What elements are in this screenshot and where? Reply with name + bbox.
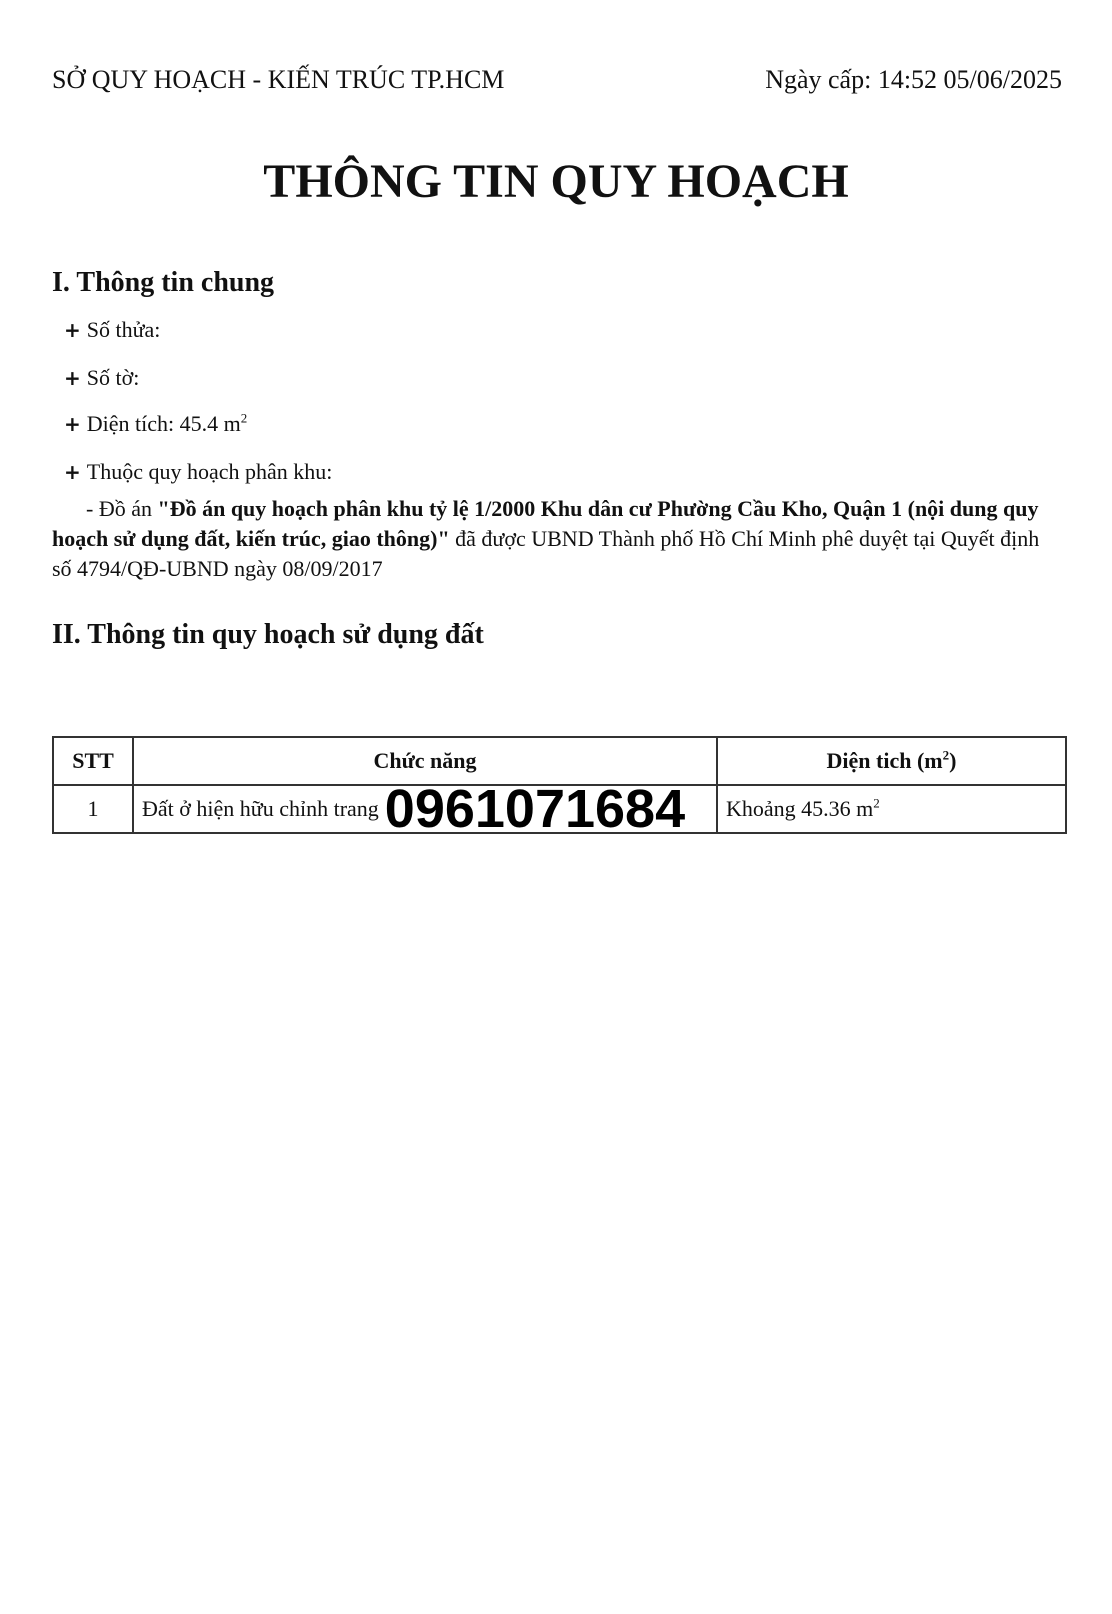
row-area-superscript: 2	[873, 795, 880, 811]
sheet-number-label: Số tờ:	[86, 365, 140, 390]
description-prefix: - Đồ án	[86, 496, 158, 521]
document-title: THÔNG TIN QUY HOẠCH	[263, 155, 849, 208]
phone-number-overlay: 0961071684	[384, 785, 686, 833]
area-unit-superscript: 2	[240, 410, 248, 426]
section-landuse-heading: II. Thông tin quy hoạch sử dụng đất	[52, 619, 484, 650]
plus-icon: +	[64, 318, 81, 342]
zoning-description	[52, 494, 1042, 584]
plus-icon: +	[64, 366, 81, 390]
row-stt: 1	[53, 785, 133, 833]
header-area-superscript: 2	[942, 747, 950, 763]
zoning-field	[64, 458, 332, 486]
section-general-heading: I. Thông tin chung	[52, 267, 275, 298]
issue-date-label: Ngày cấp:	[765, 65, 872, 94]
header-area-text: Diện tich (m	[826, 748, 943, 773]
plus-icon: +	[64, 460, 81, 484]
row-function-text: Đất ở hiện hữu chỉnh trang	[142, 796, 379, 821]
header-stt: STT	[53, 737, 133, 785]
header-function: Chức năng	[133, 737, 717, 785]
issue-date	[765, 64, 1062, 96]
header-area	[717, 737, 1066, 785]
area-label: Diện tích:	[86, 411, 175, 436]
issue-date-value: 14:52 05/06/2025	[877, 65, 1062, 94]
row-function	[133, 785, 717, 833]
sheet-number-field	[64, 364, 139, 392]
zoning-label: Thuộc quy hoạch phân khu:	[86, 459, 333, 484]
landuse-table	[52, 736, 1067, 834]
approval-text: đã được UBND Thành phố Hồ Chí Minh phê duyệt tại Quyết định số 4794/QĐ-UBND ngày 08/09/2017	[52, 526, 1040, 581]
table-row	[53, 785, 1066, 833]
area-field	[64, 410, 247, 438]
agency-name: SỞ QUY HOẠCH - KIẾN TRÚC TP.HCM	[52, 65, 505, 94]
plus-icon: +	[64, 412, 81, 436]
table-header-row	[53, 737, 1066, 785]
plot-number-label: Số thửa:	[86, 317, 161, 342]
project-name: "Đồ án quy hoạch phân khu tỷ lệ 1/2000 Khu dân cư Phường Cầu Kho, Quận 1 (nội dung quy hoạch sử dụng đất, kiến trúc, giao thông)"	[52, 496, 1039, 551]
header-area-close: )	[949, 748, 957, 773]
row-area	[717, 785, 1066, 833]
row-area-text: Khoảng 45.36 m	[726, 796, 874, 821]
area-value: 45.4 m	[179, 411, 241, 436]
plot-number-field	[64, 316, 160, 344]
